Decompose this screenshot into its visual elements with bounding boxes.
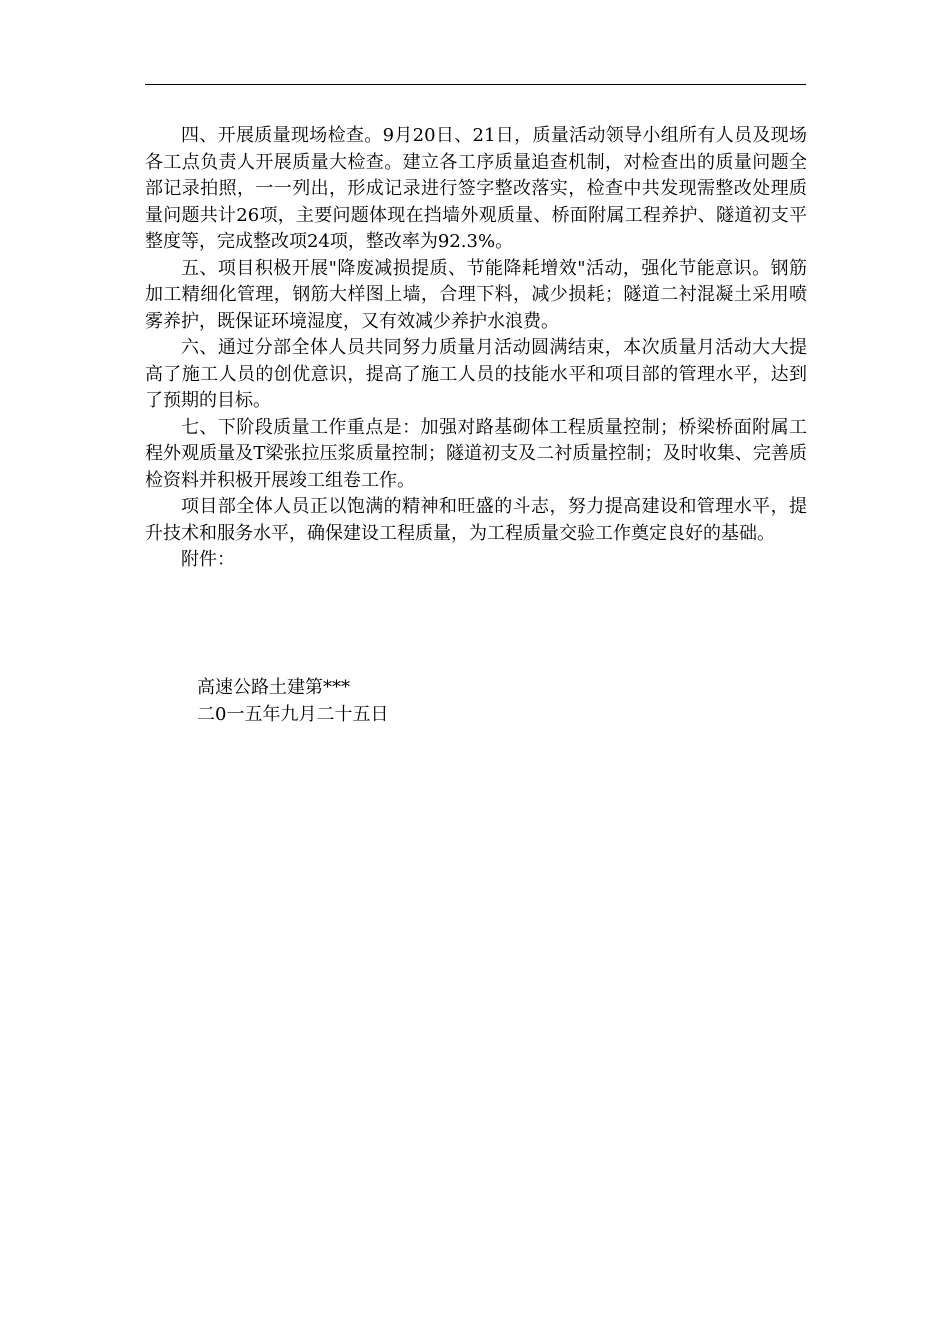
header-rule [145,84,806,85]
signature-date: 二0一五年九月二十五日 [197,704,389,725]
paragraph-next-stage: 七、下阶段质量工作重点是：加强对路基砌体工程质量控制；桥梁桥面附属工程外观质量及T梁张拉压浆质量控制；隧道初支及二衬质量控制；及时收集、完善质检资料并积极开展竣工组卷工作。 [145,416,807,491]
paragraph-closing: 项目部全体人员正以饱满的精神和旺盛的斗志，努力提高建设和管理水平，提升技术和服务水平，确保建设工程质量，为工程质量交验工作奠定良好的基础。 [145,496,807,544]
signature-block [197,674,388,728]
paragraph-energy-saving: 五、项目积极开展"降废减损提质、节能降耗增效"活动，强化节能意识。钢筋加工精细化管理，钢筋大样图上墙，合理下料，减少损耗；隧道二衬混凝土采用喷雾养护，既保证环境湿度，又有效减少养护水浪费。 [145,257,807,332]
paragraph-activity-summary: 六、通过分部全体人员共同努力质量月活动圆满结束，本次质量月活动大大提高了施工人员的创优意识，提高了施工人员的技能水平和项目部的管理水平，达到了预期的目标。 [145,337,807,411]
signature-organization: 高速公路土建第*** [197,677,350,698]
document-body [145,123,807,574]
paragraph-quality-inspection: 四、开展质量现场检查。9月20日、21日，质量活动领导小组所有人员及现场各工点负责人开展质量大检查。建立各工序质量追查机制，对检查出的质量问题全部记录拍照，一一列出，形成记录进行签字整改落实，检查中共发现需整改处理质量问题共计26项，主要问题体现在挡墙外观质量、桥面附属工程养护、隧道初支平整度等，完成整改项24项，整改率为92.3%。 [145,125,807,252]
paragraph-attachment: 附件： [181,549,235,570]
